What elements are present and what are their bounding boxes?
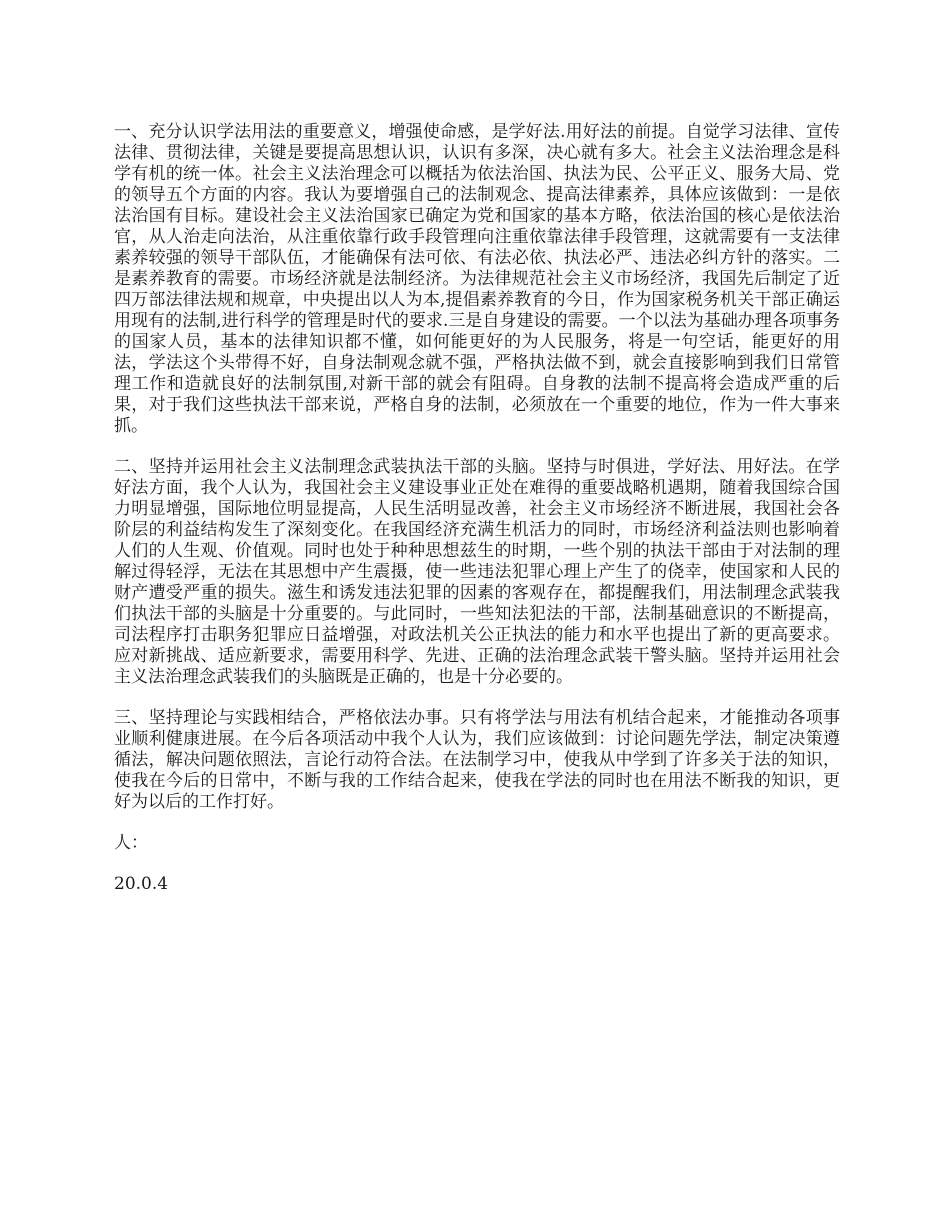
paragraph-2: 二、坚持并运用社会主义法制理念武装执法干部的头脑。坚持与时俱进，学好法、用好法。在学好法方面，我个人认为，我国社会主义建设事业正处在难得的重要战略机遇期，随着我国综合国力明显增强，国际地位明显提高，人民生活明显改善，社会主义市场经济不断进展，我国社会各阶层的利益结构发生了深刻变化。在我国经济充满生机活力的同时，市场经济利益法则也影响着人们的人生观、价值观。同时也处于种种思想兹生的时期，一些个别的执法干部由于对法制的理解过得轻浮，无法在其思想中产生震摄，使一些违法犯罪心理上产生了的侥幸，使国家和人民的财产遭受严重的损失。滋生和诱发违法犯罪的因素的客观存在，都提醒我们，用法制理念武装我们执法干部的头脑是十分重要的。与此同时，一些知法犯法的干部，法制基础意识的不断提高，司法程序打击职务犯罪应日益增强，对政法机关公正执法的能力和水平也提出了新的更高要求。应对新挑战、适应新要求，需要用科学、先进、正确的法治理念武装干警头脑。坚持并运用社会主义法治理念武装我们的头脑既是正确的，也是十分必要的。 xyxy=(114,457,840,687)
signature-label: 人： xyxy=(114,833,148,853)
document-date: 20.0.4 xyxy=(114,874,169,894)
document-body xyxy=(114,122,840,915)
paragraph-1: 一、充分认识学法用法的重要意义，增强使命感，是学好法.用好法的前提。自觉学习法律、宣传法律、贯彻法律，关键是要提高思想认识，认识有多深，决心就有多大。社会主义法治理念是科学有机的统一体。社会主义法治理念可以概括为依法治国、执法为民、公平正义、服务大局、党的领导五个方面的内容。我认为要增强自己的法制观念、提高法律素养，具体应该做到：一是依法治国有目标。建设社会主义法治国家已确定为党和国家的基本方略，依法治国的核心是依法治 官，从人治走向法治，从注重依靠行政手段管理向注重依靠法律手段管理，这就需要有一支法律素养较强的领导干部队伍，才能确保有法可依、有法必依、执法必严、违法必纠方针的落实。二是素养教育的需要。市场经济就是法制经济。为法律规范社会主义市场经济，我国先后制定了近四万部法律法规和规章，中央提出以人为本,提倡素养教育的今日，作为国家税务机关干部正确运用现有的法制,进行科学的管理是时代的要求.三是自身建设的需要。一个以法为基础办理各项事务的国家人员，基本的法律知识都不懂，如何能更好的为人民服务，将是一句空话，能更好的用法，学法这个头带得不好，自身法制观念就不强，严格执法做不到，就会直接影响到我们日常管理工作和造就良好的法制氛围,对新干部的就会有阻碍。自身教的法制不提高将会造成严重的后果，对于我们这些执法干部来说，严格自身的法制，必须放在一个重要的地位，作为一件大事来抓。 xyxy=(114,122,840,436)
paragraph-3: 三、坚持理论与实践相结合，严格依法办事。只有将学法与用法有机结合起来，才能推动各项事业顺利健康进展。在今后各项活动中我个人认为，我们应该做到：讨论问题先学法，制定决策遵循法，解决问题依照法，言论行动符合法。在法制学习中，使我从中学到了许多关于法的知识，使我在今后的日常中，不断与我的工作结合起来，使我在学法的同时也在用法不断我的知识，更好为以后的工作打好。 xyxy=(114,708,840,812)
